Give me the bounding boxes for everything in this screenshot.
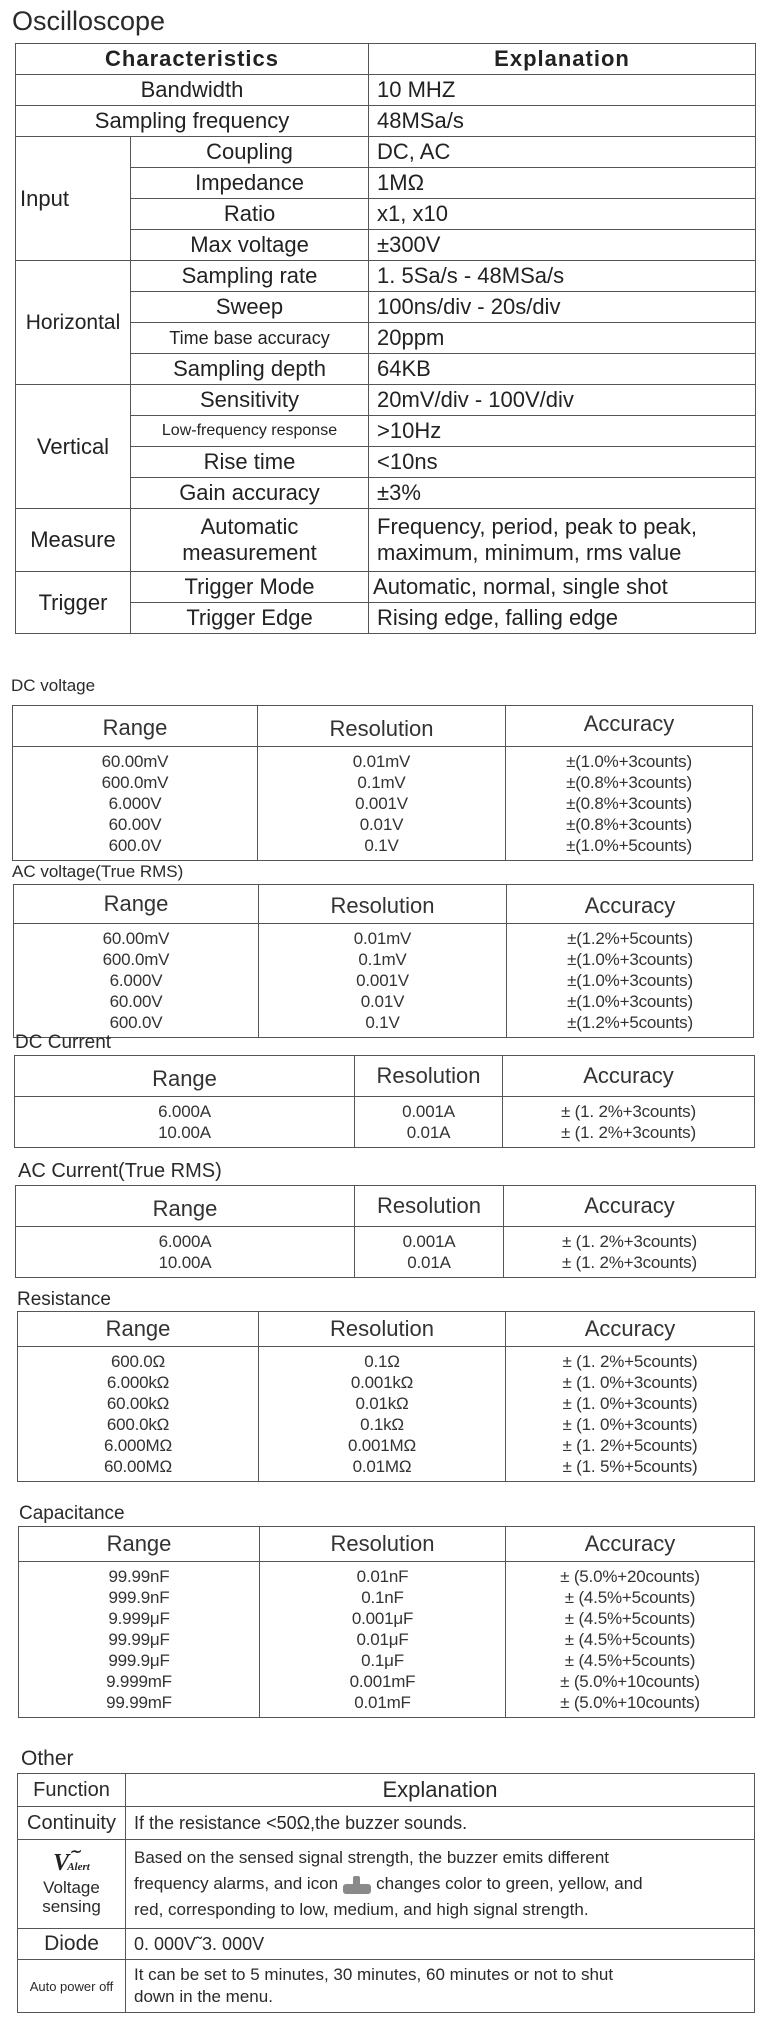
explanation-header: Explanation [126,1774,755,1807]
impedance-value: 1MΩ [369,168,756,199]
resolution-column [355,1227,504,1278]
accuracy-header: Accuracy [506,706,753,747]
dc-current-table [14,1055,755,1148]
resolution-header: Resolution [355,1056,503,1097]
table-cell: 9.999μF [108,1609,170,1628]
table-row [18,1807,755,1840]
accuracy-column [504,1227,756,1278]
dc-voltage-title: DC voltage [11,676,96,695]
continuity-value: If the resistance <50Ω,the buzzer sounds. [126,1807,755,1840]
table-cell: 10.00A [158,1123,211,1142]
table-cell: 0.001MΩ [347,1436,416,1455]
table-cell: 6.000kΩ [106,1373,170,1392]
table-cell: 6.000A [158,1232,212,1251]
accuracy-column [507,924,754,1038]
ac-voltage-table [13,884,754,1038]
resistance-table [17,1311,755,1482]
ratio-label: Ratio [131,199,369,230]
oscilloscope-title: Oscilloscope [12,6,166,36]
table-body-row [13,747,753,861]
table-header-row [16,44,756,75]
table-cell: 0.1kΩ [360,1415,404,1434]
table-cell: 0.01μF [356,1630,409,1649]
table-cell: 999.9μF [108,1651,170,1670]
automatic-measurement-value-line2: maximum, minimum, rms value [377,540,682,565]
trigger-edge-label: Trigger Edge [131,603,369,634]
resolution-column [260,1562,506,1718]
trigger-mode-label: Trigger Mode [131,572,369,603]
table-cell: ± (5.0%+10counts) [560,1693,700,1712]
ac-current-title: AC Current(True RMS) [18,1160,222,1182]
table-cell: 0.01A [407,1253,451,1272]
time-base-accuracy-value: 20ppm [369,323,756,354]
table-body-row [14,924,754,1038]
capacitance-title: Capacitance [19,1503,125,1524]
rise-time-value: <10ns [369,447,756,478]
table-cell: 60.00kΩ [106,1394,170,1413]
accuracy-header: Accuracy [506,1312,755,1347]
table-cell: 600.0mV [102,950,170,969]
horizontal-group-label: Horizontal [16,261,131,385]
table-cell: 0.1mV [358,950,407,969]
resistance-title: Resistance [17,1289,111,1310]
table-cell: ± (1. 2%+5counts) [562,1352,698,1371]
diode-label: Diode [18,1929,126,1960]
auto-power-off-label: Auto power off [18,1960,126,2013]
range-header: Range [13,706,258,747]
table-cell: ±(0.8%+3counts) [566,794,692,813]
function-header: Function [18,1774,126,1807]
table-cell: 60.00V [109,992,163,1011]
table-cell: 0.1V [364,836,399,855]
range-header: Range [18,1312,259,1347]
trigger-edge-value: Rising edge, falling edge [369,603,756,634]
table-cell: 0.1V [365,1013,400,1032]
table-cell: ± (1. 2%+3counts) [561,1123,696,1142]
table-cell: 600.0kΩ [106,1415,170,1434]
table-cell: ±(1.0%+3counts) [567,971,693,990]
automatic-measurement-value-line1: Frequency, period, peak to peak, [377,514,698,539]
table-cell: 0.1Ω [364,1352,400,1371]
range-header: Range [16,1186,355,1227]
table-cell: 600.0mV [101,773,169,792]
table-cell: ± (1. 0%+3counts) [562,1415,698,1434]
table-cell: 0.01V [360,992,405,1011]
range-column [13,747,258,861]
sampling-frequency-label: Sampling frequency [16,106,369,137]
dc-current-title: DC Current [15,1032,112,1053]
range-column [16,1227,355,1278]
vertical-group-label: Vertical [16,385,131,509]
table-cell: ± (1. 0%+3counts) [562,1394,698,1413]
table-body-row [16,1227,756,1278]
table-cell: 0.001μF [351,1609,414,1628]
sampling-depth-value: 64KB [369,354,756,385]
table-header-row [15,1056,755,1097]
table-cell: 6.000V [108,794,162,813]
table-cell: ±(1.2%+5counts) [567,929,693,948]
automatic-measurement-value [369,509,756,572]
table-cell: ± (1. 5%+5counts) [562,1457,698,1476]
capacitance-table [18,1526,755,1718]
table-row [16,509,756,572]
table-cell: 0.01mV [353,929,412,948]
gain-accuracy-value: ±3% [369,478,756,509]
resolution-header: Resolution [355,1186,504,1227]
low-frequency-response-value: >10Hz [369,416,756,447]
table-cell: 0.01nF [356,1567,409,1586]
range-header: Range [15,1056,355,1097]
table-cell: ± (1. 2%+5counts) [562,1436,698,1455]
accuracy-column [506,1347,755,1482]
sensitivity-value: 20mV/div - 100V/div [369,385,756,416]
table-cell: 60.00mV [101,752,169,771]
sampling-frequency-value: 48MSa/s [369,106,756,137]
table-row [16,75,756,106]
resolution-header: Resolution [260,1527,506,1562]
resolution-column [258,747,506,861]
table-cell: ± (1. 0%+3counts) [562,1373,698,1392]
auto-power-off-line2: down in the menu. [134,1987,273,2006]
table-row [16,385,756,416]
table-cell: ±(1.0%+3counts) [566,752,692,771]
table-cell: ±(1.0%+5counts) [566,836,692,855]
table-header-row [19,1527,755,1562]
max-voltage-label: Max voltage [131,230,369,261]
coupling-label: Coupling [131,137,369,168]
table-header-row [18,1312,755,1347]
table-cell: 60.00V [108,815,162,834]
table-cell: 600.0Ω [110,1352,166,1371]
table-cell: 0.01V [359,815,404,834]
table-row [16,106,756,137]
resolution-header: Resolution [259,885,507,924]
table-cell: 0.1nF [361,1588,404,1607]
table-cell: 6.000V [109,971,163,990]
table-row [18,1960,755,2013]
automatic-measurement-label-line1: Automatic [200,514,299,539]
oscilloscope-table [15,43,756,634]
table-body-row [15,1097,755,1148]
table-cell: ± (4.5%+5counts) [564,1609,696,1628]
table-cell: 0.1mV [357,773,406,792]
accuracy-header: Accuracy [503,1056,755,1097]
table-body-row [19,1562,755,1718]
table-row [16,137,756,168]
table-row [18,1840,755,1929]
range-header: Range [19,1527,260,1562]
resolution-header: Resolution [259,1312,506,1347]
table-cell: 600.0V [109,1013,163,1032]
voltage-sensing-value [126,1840,755,1929]
accuracy-header: Accuracy [504,1186,756,1227]
table-cell: 6.000MΩ [103,1436,172,1455]
table-cell: 6.000A [158,1102,211,1121]
table-cell: 0.001V [355,794,408,813]
diode-value: 0. 000V˜3. 000V [126,1929,755,1960]
table-cell: ± (5.0%+20counts) [560,1567,700,1586]
table-row [16,261,756,292]
table-row [16,572,756,603]
sampling-depth-label: Sampling depth [131,354,369,385]
time-base-accuracy-label: Time base accuracy [131,323,369,354]
sampling-rate-label: Sampling rate [131,261,369,292]
input-group-label: Input [16,137,131,261]
low-frequency-response-label: Low-frequency response [131,416,369,447]
bandwidth-label: Bandwidth [16,75,369,106]
voltage-sensing-line3: red, corresponding to low, medium, and high signal strength. [134,1900,589,1919]
table-header-row [14,885,754,924]
table-cell: 60.00MΩ [103,1457,172,1476]
ac-voltage-title: AC voltage(True RMS) [12,862,184,881]
table-cell: 0.01kΩ [355,1394,409,1413]
continuity-label: Continuity [18,1807,126,1840]
table-cell: ±(0.8%+3counts) [566,773,692,792]
sweep-label: Sweep [131,292,369,323]
explanation-header: Explanation [369,44,756,75]
resolution-column [259,1347,506,1482]
table-cell: 0.001A [402,1102,455,1121]
table-header-row [16,1186,756,1227]
table-header-row [18,1774,755,1807]
table-cell: ± (4.5%+5counts) [564,1630,696,1649]
sweep-value: 100ns/div - 20s/div [369,292,756,323]
ratio-value: x1, x10 [369,199,756,230]
table-cell: 99.99mF [106,1693,172,1712]
valert-logo-icon: V ∼ Alert [53,1852,90,1878]
automatic-measurement-label [131,509,369,572]
table-cell: ± (4.5%+5counts) [564,1588,696,1607]
accuracy-column [506,747,753,861]
ac-current-table [15,1185,756,1278]
other-table [17,1773,755,2013]
max-voltage-value: ±300V [369,230,756,261]
resolution-header: Resolution [258,706,506,747]
bandwidth-value: 10 MHZ [369,75,756,106]
table-cell: 99.99μF [108,1630,170,1649]
table-cell: 9.999mF [106,1672,172,1691]
range-column [19,1562,260,1718]
accuracy-column [506,1562,755,1718]
range-column [15,1097,355,1148]
table-cell: 0.001kΩ [350,1373,414,1392]
measure-group-label: Measure [16,509,131,572]
accuracy-header: Accuracy [506,1527,755,1562]
table-cell: 600.0V [108,836,162,855]
auto-power-off-value [126,1960,755,2013]
table-cell: ± (1. 2%+3counts) [562,1253,697,1272]
table-cell: ±(1.2%+5counts) [567,1013,693,1032]
table-cell: 0.01A [406,1123,451,1142]
voltage-sensing-line1: Based on the sensed signal strength, the buzzer emits different [134,1848,610,1867]
tilde-icon: ∼ [69,1845,81,1860]
rise-time-label: Rise time [131,447,369,478]
table-header-row [13,706,753,747]
table-cell: 0.01MΩ [352,1457,412,1476]
table-cell: ± (1. 2%+3counts) [562,1232,697,1251]
sensitivity-label: Sensitivity [131,385,369,416]
table-body-row [18,1347,755,1482]
automatic-measurement-label-line2: measurement [182,540,317,565]
range-column [14,924,259,1038]
table-cell: 0.1μF [361,1651,404,1670]
dc-voltage-table [12,705,753,861]
table-cell: ± (4.5%+5counts) [564,1651,696,1670]
other-title: Other [21,1747,74,1770]
table-cell: 0.01mF [354,1693,411,1712]
range-column [18,1347,259,1482]
table-cell: ±(1.0%+3counts) [567,950,693,969]
voltage-sensing-label [18,1840,126,1929]
table-cell: 0.01mV [352,752,411,771]
table-cell: 99.99nF [108,1567,170,1586]
table-cell: 999.9nF [108,1588,170,1607]
accuracy-column [503,1097,755,1148]
voltage-sensing-label-line1: Voltage [43,1878,100,1897]
table-cell: 10.00A [158,1253,212,1272]
table-cell: 0.001V [356,971,409,990]
table-cell: 60.00mV [102,929,170,948]
table-cell: ±(0.8%+3counts) [566,815,692,834]
coupling-value: DC, AC [369,137,756,168]
table-row [18,1929,755,1960]
voltage-sensing-label-line2: sensing [42,1897,101,1916]
sampling-rate-value: 1. 5Sa/s - 48MSa/s [369,261,756,292]
voltage-sensing-line2: frequency alarms, and icon changes color to green, yellow, and [134,1874,643,1893]
table-cell: 0.001A [402,1232,456,1251]
impedance-label: Impedance [131,168,369,199]
table-cell: 0.001mF [349,1672,416,1691]
table-cell: ±(1.0%+3counts) [567,992,693,1011]
gain-accuracy-label: Gain accuracy [131,478,369,509]
accuracy-header: Accuracy [507,885,754,924]
range-header: Range [14,885,259,924]
table-cell: ± (5.0%+10counts) [560,1672,700,1691]
table-cell: ± (1. 2%+3counts) [561,1102,696,1121]
resolution-column [259,924,507,1038]
auto-power-off-line1: It can be set to 5 minutes, 30 minutes, 60 minutes or not to shut [134,1965,614,1984]
trigger-mode-value: Automatic, normal, single shot [369,572,756,603]
signal-indicator-icon [342,1876,372,1894]
trigger-group-label: Trigger [16,572,131,634]
resolution-column [355,1097,503,1148]
characteristics-header: Characteristics [16,44,369,75]
